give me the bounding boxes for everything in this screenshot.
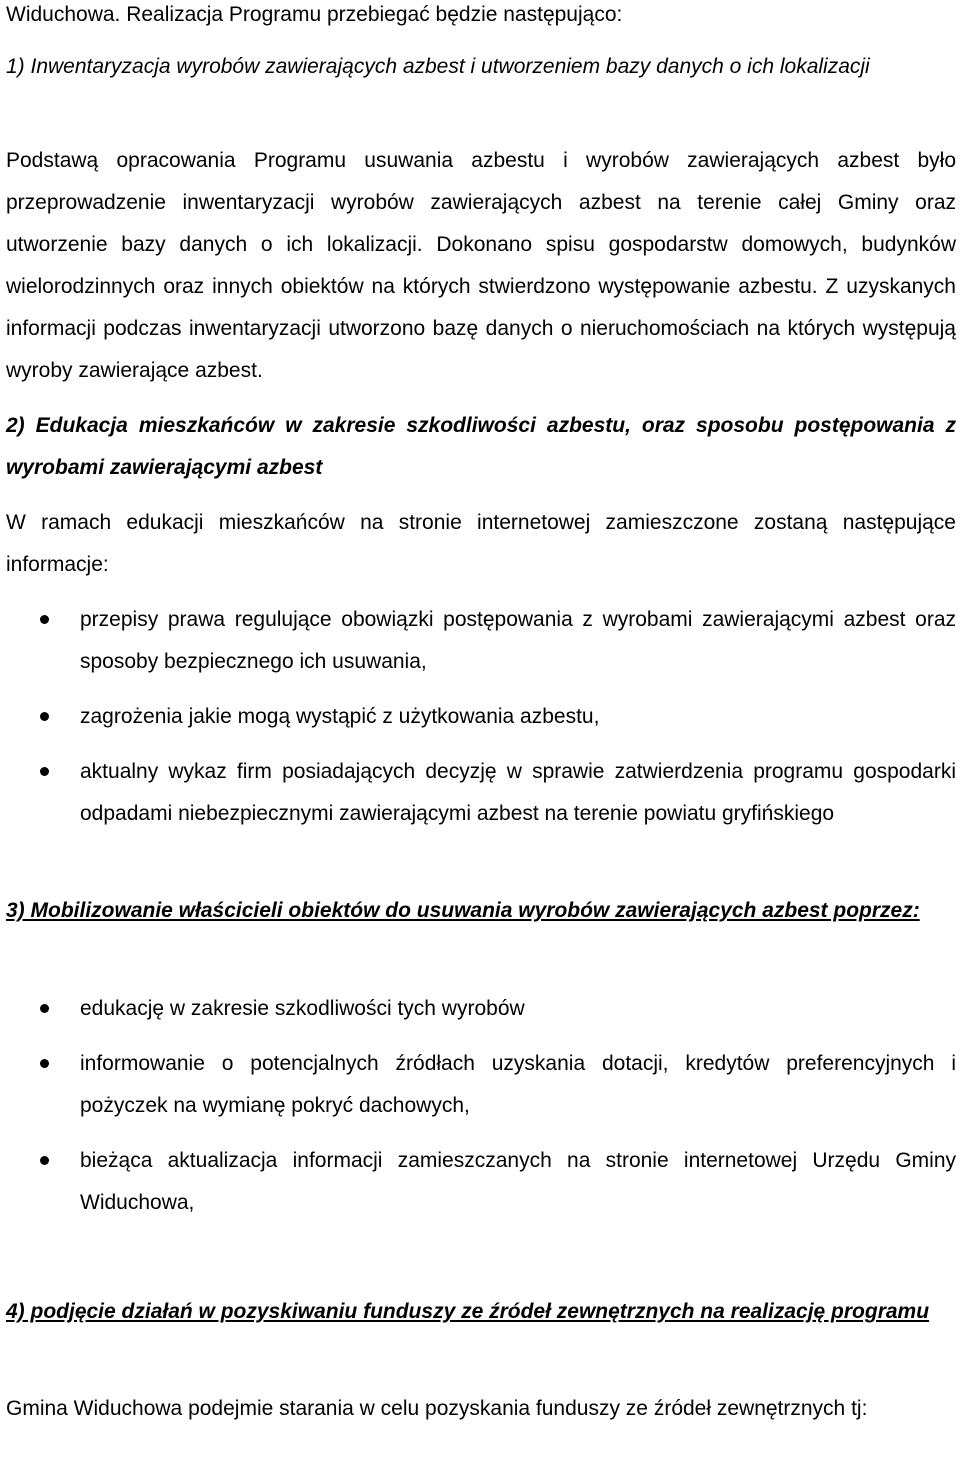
section-4-paragraph: Gmina Widuchowa podejmie starania w celu pozyskania funduszy ze źródeł zewnętrznych tj:: [6, 1397, 868, 1420]
bullet-icon: [40, 767, 49, 776]
bullet-icon: [40, 1004, 49, 1013]
list-item: aktualny wykaz firm posiadających decyzję w sprawie zatwierdzenia programu gospodarki odpadami niebezpiecznymi zawierającymi azbest na terenie powiatu gryfińskiego: [6, 751, 956, 835]
section-2-heading: 2) Edukacja mieszkańców w zakresie szkodliwości azbestu, oraz sposobu postępowania z wyrobami zawierającymi azbest: [6, 414, 956, 479]
bullet-icon: [40, 615, 49, 624]
section-1-paragraph: Podstawą opracowania Programu usuwania azbestu i wyrobów zawierających azbest było przeprowadzenie inwentaryzacji wyrobów zawierających azbest na terenie całej Gminy oraz utworzenie bazy danych o ich lokalizacji. Dokonano spisu gospodarstw domowych, budynków wielorodzinnych oraz innych obiektów na których stwierdzono występowanie azbestu. Z uzyskanych informacji podczas inwentaryzacji utworzono bazę danych o nieruchomościach na których występują wyroby zawierające azbest.: [6, 149, 956, 382]
section-3-list: [6, 988, 956, 1224]
section-2-list: [6, 599, 956, 835]
list-item: przepisy prawa regulujące obowiązki postępowania z wyrobami zawierającymi azbest oraz sposoby bezpiecznego ich usuwania,: [6, 599, 956, 683]
bullet-icon: [40, 712, 49, 721]
list-item: edukację w zakresie szkodliwości tych wyrobów: [6, 988, 956, 1030]
list-item: bieżąca aktualizacja informacji zamieszczanych na stronie internetowej Urzędu Gminy Widuchowa,: [6, 1140, 956, 1224]
section-2-paragraph: W ramach edukacji mieszkańców na stronie internetowej zamieszczone zostaną następujące informacje:: [6, 511, 956, 576]
list-item: zagrożenia jakie mogą wystąpić z użytkowania azbestu,: [6, 696, 956, 738]
intro-line: Widuchowa. Realizacja Programu przebiegać będzie następująco:: [6, 3, 623, 26]
bullet-icon: [40, 1059, 49, 1068]
bullet-icon: [40, 1156, 49, 1165]
section-3-heading: 3) Mobilizowanie właścicieli obiektów do usuwania wyrobów zawierających azbest poprzez:: [6, 899, 920, 922]
section-4-heading: 4) podjęcie działań w pozyskiwaniu funduszy ze źródeł zewnętrznych na realizację programu: [6, 1300, 930, 1323]
list-item: informowanie o potencjalnych źródłach uzyskania dotacji, kredytów preferencyjnych i pożyczek na wymianę pokryć dachowych,: [6, 1043, 956, 1127]
section-1-heading: 1) Inwentaryzacja wyrobów zawierających azbest i utworzeniem bazy danych o ich lokalizacji: [6, 55, 870, 78]
